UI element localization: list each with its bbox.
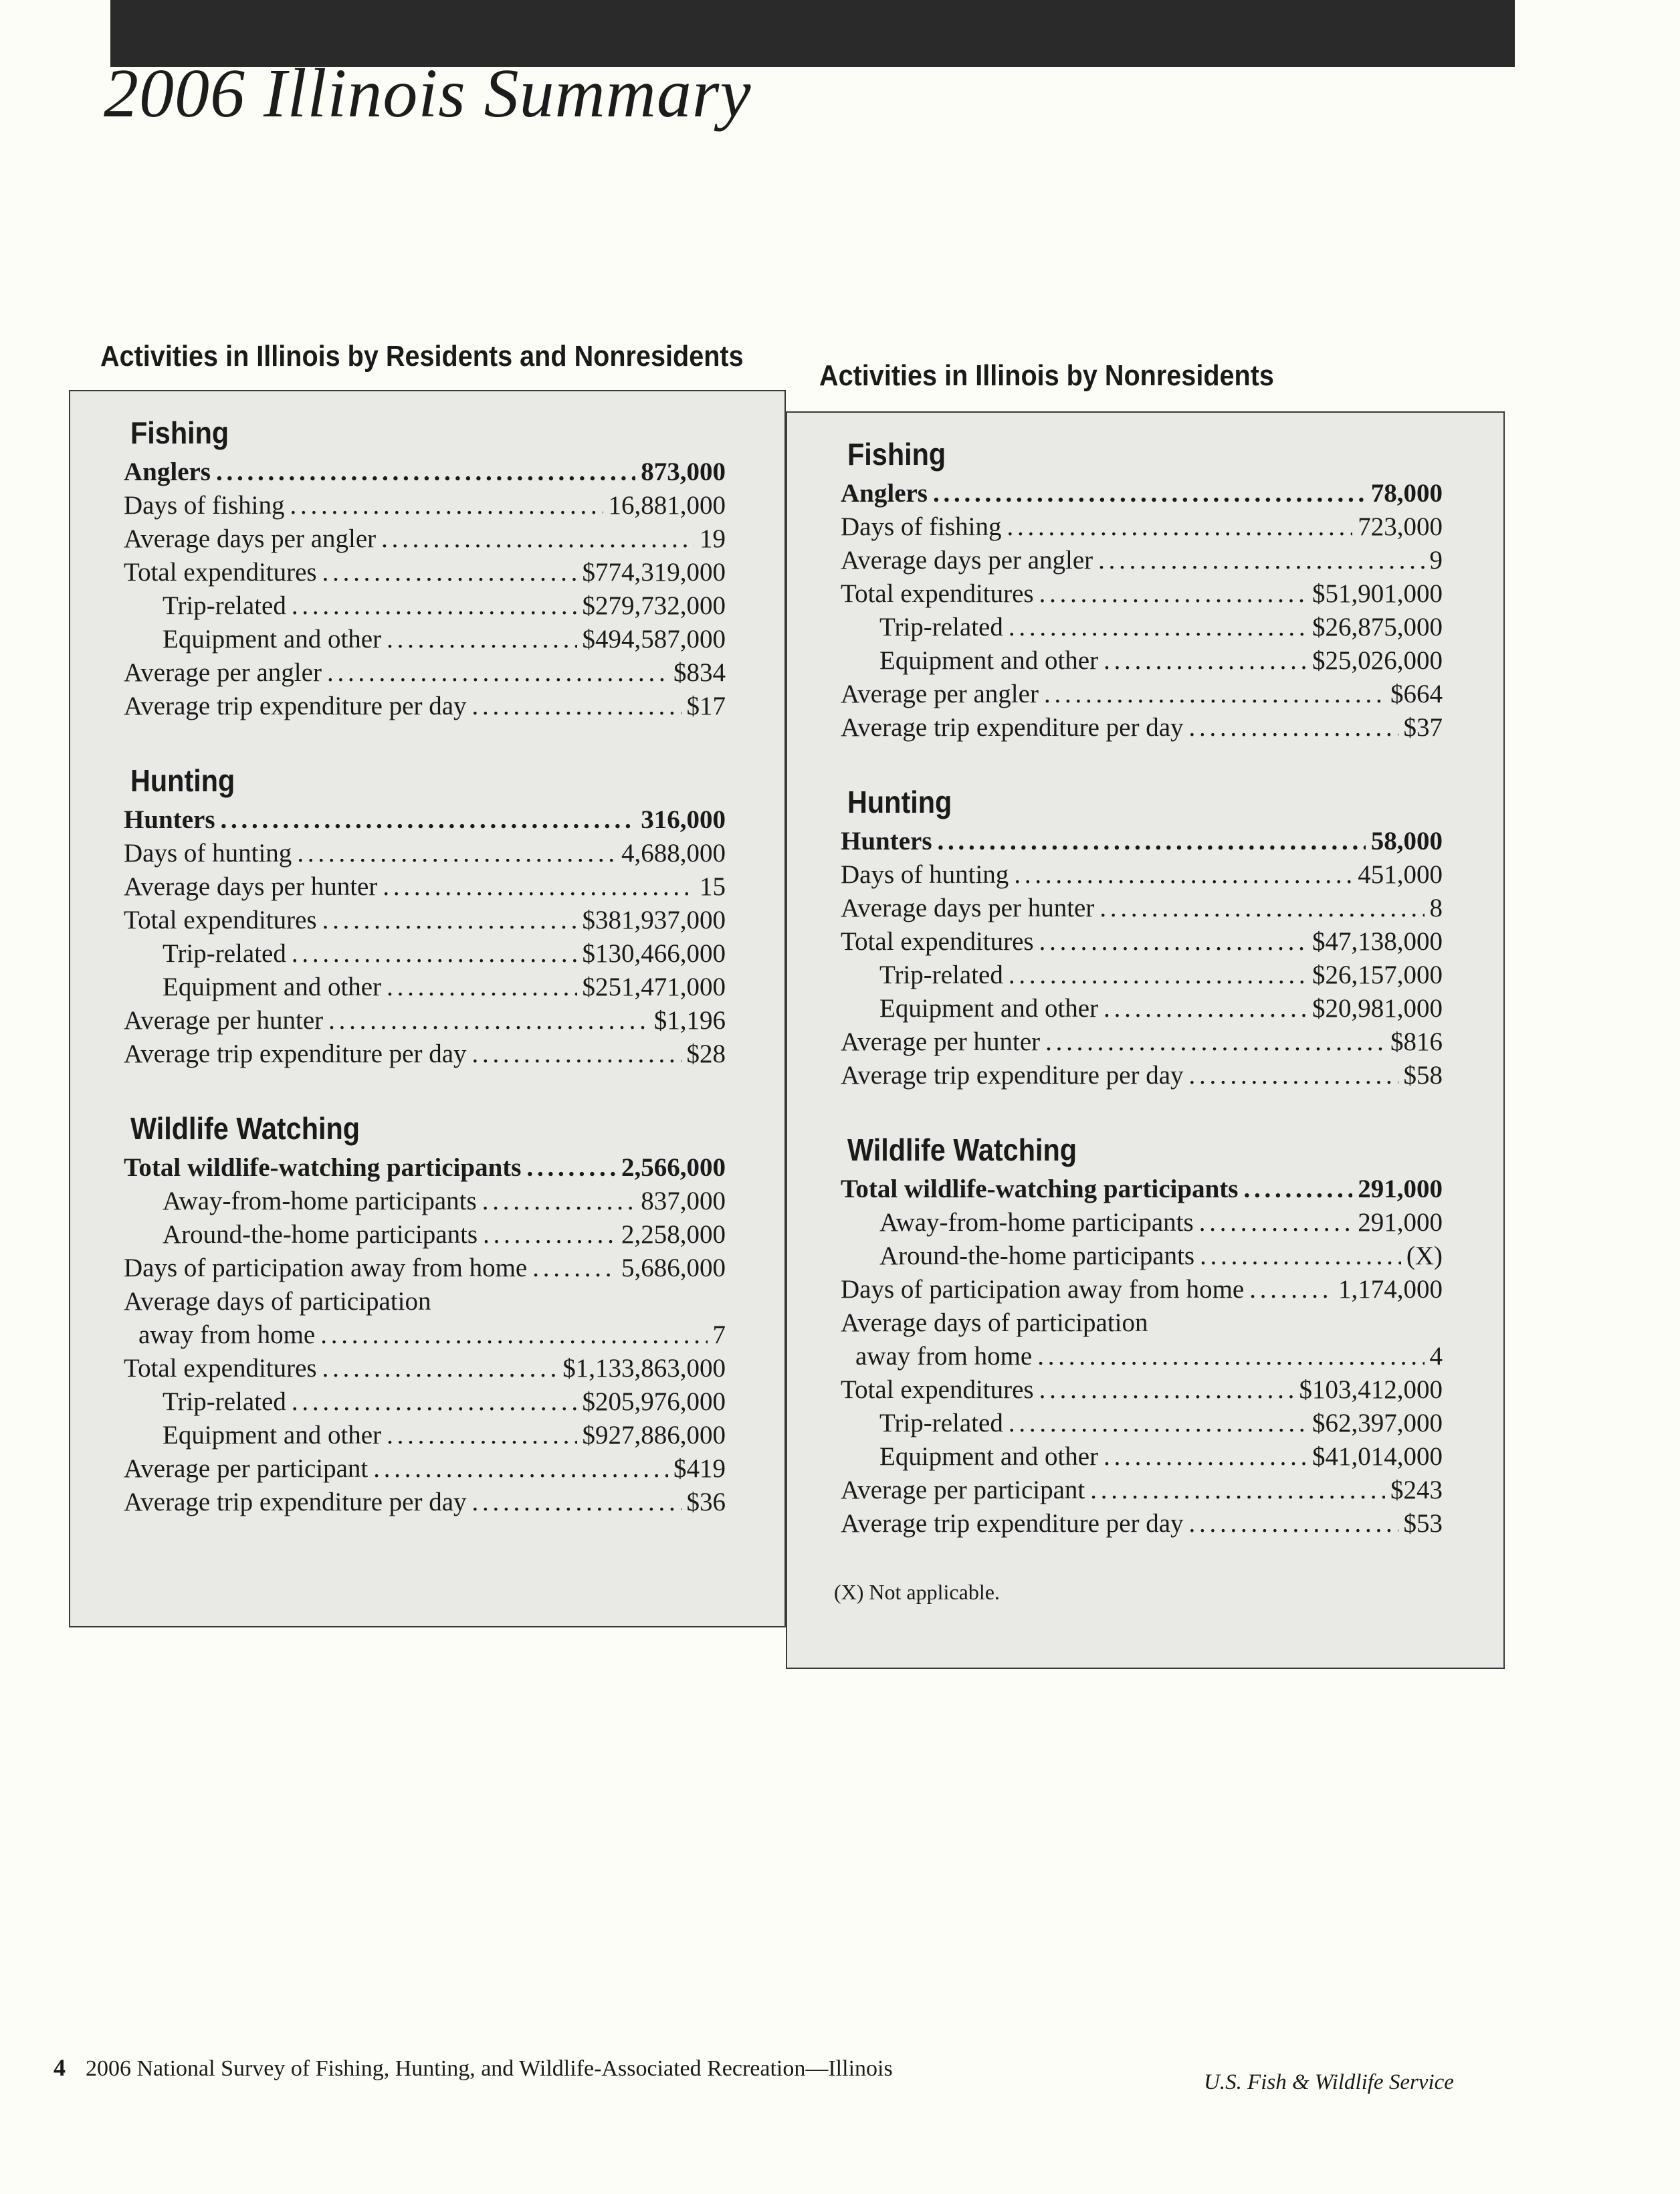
stat-value: 2,566,000 <box>621 1153 726 1182</box>
stat-row-around-the-home-participants <box>841 1239 1443 1274</box>
stat-row-equipment-and-other <box>124 622 726 657</box>
stat-label: Average days of participation <box>124 1287 431 1316</box>
stat-label: Average days per hunter <box>124 872 378 901</box>
stat-value: 451,000 <box>1358 860 1443 889</box>
stat-value: $28 <box>686 1039 726 1068</box>
stat-row-equipment-and-other <box>841 991 1443 1026</box>
stat-value: $51,901,000 <box>1312 579 1443 608</box>
stat-value: $130,466,000 <box>582 939 726 968</box>
stat-label: Days of hunting <box>124 839 292 868</box>
stat-value: $381,937,000 <box>582 906 726 934</box>
stat-row-trip-related <box>841 1406 1443 1441</box>
stat-row-average-per-hunter <box>124 1003 726 1038</box>
stat-value: 9 <box>1429 546 1443 575</box>
stat-row-trip-related <box>124 1385 726 1419</box>
stat-label: Equipment and other <box>163 973 382 1001</box>
stat-value: $927,886,000 <box>582 1421 726 1450</box>
stat-label: Total expenditures <box>841 927 1034 956</box>
stat-label: Trip-related <box>163 1387 286 1416</box>
stat-label: Away-from-home participants <box>163 1187 477 1215</box>
stat-value: $47,138,000 <box>1312 927 1443 956</box>
stat-value: $17 <box>686 692 726 720</box>
stat-row-average-trip-expenditure <box>124 1037 726 1072</box>
stat-row-average-days-heading <box>841 1306 1443 1340</box>
stat-label: Trip-related <box>163 591 286 620</box>
stat-label: Average trip expenditure per day <box>124 1488 467 1516</box>
stat-value: $834 <box>673 658 726 687</box>
stat-row-days-of-hunting <box>841 858 1443 892</box>
stat-label: Days of participation away from home <box>841 1275 1245 1304</box>
stat-label: Around-the-home participants <box>163 1220 478 1249</box>
stat-label: Average trip expenditure per day <box>841 1509 1184 1538</box>
stat-value: $664 <box>1390 680 1443 708</box>
stat-label: Total expenditures <box>841 579 1034 608</box>
stat-row-anglers <box>841 476 1443 511</box>
stat-row-days-away-from-home <box>124 1251 726 1286</box>
stat-label: Equipment and other <box>163 1421 382 1450</box>
stat-row-equipment-and-other <box>841 1439 1443 1474</box>
stat-label: Equipment and other <box>879 994 1099 1023</box>
stat-value: (X) <box>1406 1241 1443 1270</box>
stat-label: Trip-related <box>879 1409 1003 1437</box>
stat-value: $279,732,000 <box>582 591 726 620</box>
stat-value: $774,319,000 <box>582 558 726 587</box>
stat-row-equipment-and-other <box>841 643 1443 678</box>
stat-label: Average per angler <box>841 680 1039 708</box>
stat-value: 2,258,000 <box>621 1220 726 1249</box>
stat-label: Days of hunting <box>841 860 1009 889</box>
publication-title: 2006 National Survey of Fishing, Hunting, and Wildlife-Associated Recreation—Illinois <box>86 2056 893 2081</box>
left-panel-heading: Activities in Illinois by Residents and Nonresidents <box>100 340 744 373</box>
page-title: 2006 Illinois Summary <box>104 55 752 132</box>
stat-value: $243 <box>1390 1476 1443 1504</box>
stat-row-average-trip-expenditure <box>124 1485 726 1520</box>
fishing-section-title: Fishing <box>130 415 229 450</box>
stat-label: Around-the-home participants <box>879 1241 1195 1270</box>
stat-value: 316,000 <box>641 805 726 834</box>
stat-value: 16,881,000 <box>608 491 726 520</box>
stat-row-total-expenditures <box>841 577 1443 611</box>
stat-value: 58,000 <box>1370 827 1443 856</box>
stat-value: $62,397,000 <box>1312 1409 1443 1437</box>
stat-value: $41,014,000 <box>1312 1442 1443 1471</box>
stat-row-around-the-home-participants <box>124 1217 726 1252</box>
stat-label: Total wildlife-watching participants <box>841 1175 1239 1203</box>
stat-label: Average days per hunter <box>841 894 1095 922</box>
stat-label: Total expenditures <box>124 906 317 934</box>
stat-label: Trip-related <box>163 939 286 968</box>
stat-row-average-days-per-angler <box>841 543 1443 578</box>
stat-row-total-expenditures <box>124 1351 726 1386</box>
stat-row-average-days-heading <box>124 1284 726 1319</box>
stat-row-total-expenditures <box>124 555 726 590</box>
stat-value: $1,133,863,000 <box>562 1354 726 1383</box>
stat-row-trip-related <box>841 610 1443 645</box>
stat-label: Days of fishing <box>841 512 1002 541</box>
stat-row-average-per-participant <box>124 1452 726 1486</box>
stat-value: 19 <box>700 524 726 553</box>
stat-label: Total wildlife-watching participants <box>124 1153 522 1182</box>
stat-row-total-expenditures <box>841 1373 1443 1407</box>
stat-label: Average trip expenditure per day <box>841 713 1184 742</box>
stat-value: $205,976,000 <box>582 1387 726 1416</box>
wildlife-watching-section-title: Wildlife Watching <box>130 1111 360 1146</box>
stat-row-total-expenditures <box>841 924 1443 959</box>
stat-value: 4,688,000 <box>621 839 726 868</box>
stat-label: Days of fishing <box>124 491 285 520</box>
stat-row-average-per-angler <box>841 677 1443 712</box>
stat-row-average-trip-expenditure <box>124 689 726 724</box>
stat-value: $25,026,000 <box>1312 646 1443 675</box>
stat-label: Average per participant <box>124 1454 369 1483</box>
stat-value: $103,412,000 <box>1299 1375 1443 1404</box>
stat-value: 837,000 <box>641 1187 726 1215</box>
stat-row-average-trip-expenditure <box>841 1506 1443 1541</box>
stat-value: $58 <box>1403 1061 1443 1090</box>
hunting-section-title: Hunting <box>130 763 235 798</box>
stat-label: Average trip expenditure per day <box>124 1039 467 1068</box>
residents-and-nonresidents-panel <box>69 390 786 1627</box>
stat-value: 291,000 <box>1358 1175 1443 1203</box>
stat-value: $53 <box>1403 1509 1443 1538</box>
stat-row-days-of-hunting <box>124 836 726 871</box>
right-panel-heading: Activities in Illinois by Nonresidents <box>819 359 1274 392</box>
stat-value: $36 <box>686 1488 726 1516</box>
stat-row-trip-related <box>124 936 726 971</box>
stat-value: 7 <box>712 1320 726 1349</box>
stat-label: Total expenditures <box>124 1354 317 1383</box>
stat-row-hunters <box>841 824 1443 859</box>
fishing-section-title: Fishing <box>847 437 946 472</box>
wildlife-watching-section-title: Wildlife Watching <box>847 1132 1077 1167</box>
stat-row-days-of-fishing <box>841 510 1443 544</box>
stat-value: $26,157,000 <box>1312 961 1443 989</box>
stat-value: $816 <box>1390 1027 1443 1056</box>
stat-value: $251,471,000 <box>582 973 726 1001</box>
stat-value: 4 <box>1429 1342 1443 1371</box>
stat-row-hunters <box>124 803 726 837</box>
stat-label: Equipment and other <box>879 646 1099 675</box>
stat-label: Trip-related <box>879 613 1003 641</box>
stat-label: away from home <box>855 1342 1033 1371</box>
stat-value: 15 <box>700 872 726 901</box>
stat-row-average-days-per-hunter <box>124 870 726 904</box>
stat-row-days-of-fishing <box>124 488 726 523</box>
stat-row-away-from-home-participants <box>124 1184 726 1219</box>
stat-value: 1,174,000 <box>1338 1275 1443 1304</box>
stat-value: 5,686,000 <box>621 1254 726 1282</box>
page-number: 4 <box>54 2054 66 2081</box>
stat-label: Average days of participation <box>841 1308 1148 1337</box>
stat-label: Anglers <box>124 458 211 486</box>
stat-label: Equipment and other <box>163 625 382 654</box>
stat-label: Days of participation away from home <box>124 1254 528 1282</box>
stat-row-average-per-angler <box>124 656 726 690</box>
not-applicable-note: (X) Not applicable. <box>834 1580 1000 1604</box>
nonresidents-panel <box>786 411 1505 1669</box>
stat-row-away-from-home-participants <box>841 1205 1443 1240</box>
stat-value: $20,981,000 <box>1312 994 1443 1023</box>
stat-row-average-days-per-hunter <box>841 891 1443 926</box>
stat-row-anglers <box>124 455 726 490</box>
stat-row-trip-related <box>124 589 726 623</box>
stat-label: Anglers <box>841 479 928 508</box>
stat-label: Trip-related <box>879 961 1003 989</box>
stat-row-average-days-away-from-home <box>124 1318 726 1353</box>
stat-row-equipment-and-other <box>124 1418 726 1453</box>
stat-label: Average trip expenditure per day <box>124 692 467 720</box>
stat-row-total-participants <box>841 1172 1443 1207</box>
stat-label: Average per angler <box>124 658 322 687</box>
stat-label: Average days per angler <box>841 546 1093 575</box>
stat-value: 291,000 <box>1358 1208 1443 1237</box>
stat-label: Total expenditures <box>841 1375 1034 1404</box>
stat-label: Average per hunter <box>841 1027 1041 1056</box>
stat-label: Average days per angler <box>124 524 377 553</box>
footer-agency: U.S. Fish & Wildlife Service <box>1204 2070 1454 2094</box>
stat-row-average-per-hunter <box>841 1025 1443 1060</box>
stat-value: 873,000 <box>641 458 726 486</box>
stat-row-average-days-per-angler <box>124 522 726 557</box>
stat-value: $37 <box>1403 713 1443 742</box>
stat-label: Equipment and other <box>879 1442 1099 1471</box>
stat-value: $419 <box>673 1454 726 1483</box>
stat-value: 78,000 <box>1370 479 1443 508</box>
stat-row-total-participants <box>124 1151 726 1185</box>
hunting-section-title: Hunting <box>847 785 952 819</box>
stat-row-equipment-and-other <box>124 970 726 1005</box>
stat-label: Average trip expenditure per day <box>841 1061 1184 1090</box>
stat-label: Total expenditures <box>124 558 317 587</box>
stat-value: 723,000 <box>1358 512 1443 541</box>
stat-value: 8 <box>1429 894 1443 922</box>
stat-row-trip-related <box>841 958 1443 993</box>
stat-label: Average per participant <box>841 1476 1085 1504</box>
stat-value: $494,587,000 <box>582 625 726 654</box>
stat-row-average-per-participant <box>841 1473 1443 1508</box>
stat-label: Average per hunter <box>124 1006 324 1035</box>
stat-value: $26,875,000 <box>1312 613 1443 641</box>
stat-row-average-days-away-from-home <box>841 1339 1443 1374</box>
stat-value: $1,196 <box>653 1006 726 1035</box>
stat-row-average-trip-expenditure <box>841 710 1443 745</box>
stat-row-total-expenditures <box>124 903 726 938</box>
stat-row-average-trip-expenditure <box>841 1058 1443 1093</box>
stat-row-days-away-from-home <box>841 1272 1443 1307</box>
footer-publication <box>54 2054 893 2082</box>
stat-label: Hunters <box>841 827 932 856</box>
stat-label: Away-from-home participants <box>879 1208 1194 1237</box>
stat-label: Hunters <box>124 805 215 834</box>
stat-label: away from home <box>138 1320 316 1349</box>
